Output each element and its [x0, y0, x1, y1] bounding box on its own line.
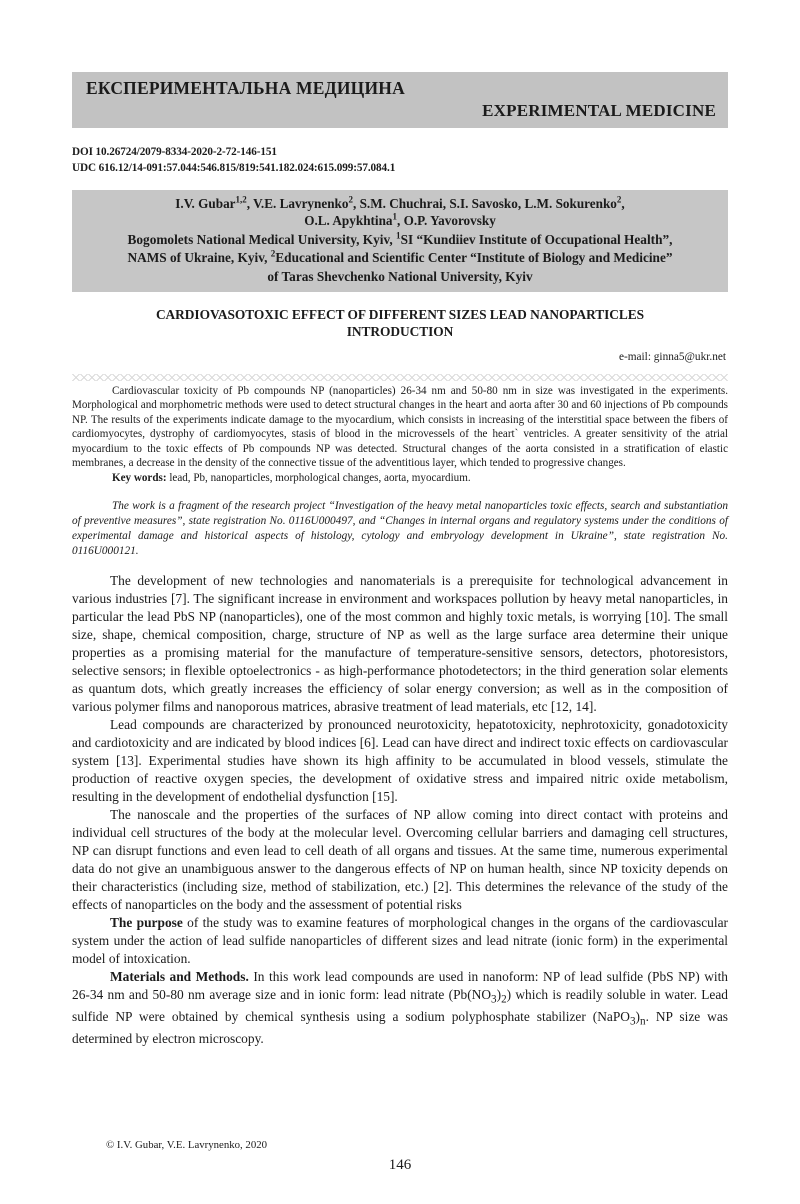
author-names-mid-1: , V.E. Lavrynenko	[246, 195, 349, 211]
article-title-line-2: INTRODUCTION	[346, 324, 454, 340]
zigzag-divider	[72, 374, 728, 381]
affiliation-2-post: Educational and Scientific Center “Institute of Biology and Medicine”	[275, 250, 673, 266]
running-head-english: EXPERIMENTAL MEDICINE	[482, 100, 716, 120]
author-names-pre: I.V. Gubar	[175, 195, 236, 211]
methods-text-3: ) which is readily soluble in water. Lead sulfide NP were obtained by chemical synthesis using a sodium polyphosphate stabilizer (NaPO	[72, 987, 728, 1025]
document-page	[0, 72, 800, 1204]
methods-sub-3: 3	[629, 1015, 636, 1028]
affiliation-line-2	[78, 249, 722, 267]
identifier-block	[72, 145, 728, 177]
methods-text-1: In this work lead compounds are used in nanoform: NP of lead sulfide (PbS NP) with 26-34 nm and 50-80 nm average size and in ionic form: lead nitrate (Pb(NO	[72, 969, 728, 1003]
body-text	[72, 572, 728, 1048]
page-number: 146	[388, 1157, 412, 1173]
abstract-text: Cardiovascular toxicity of Pb compounds NP (nanoparticles) 26-34 nm and 50-80 nm in size was investigated in the experiments. Morphological and morphometric methods were used to detect structural changes in the heart and aorta after 30 and 60 injections of Pb compounds NP. The results of the experiments indicate damage to the myocardium, which consists in increasing of the interstitial space between the fibers of cardiomyocytes, dystrophy of cardiomyocytes, stasis of blood in the microvessels of the heart` ventricles. A greater sensitivity of the atrial myocardium to the toxic effects of Pb compounds NP was detected. Structural changes of the aorta consisted in a stratification of elastic membranes, a decrease in the density of the connective tissue of the adventitious layer, which tended to progressive changes.	[72, 384, 728, 470]
keywords-label: Key words:	[112, 471, 167, 484]
body-paragraph-1: The development of new technologies and nanomaterials is a prerequisite for technological advancement in various industries [7]. The significant increase in environment and workspaces pollution by heavy metal nanoparticles, in particular the lead PbS NP (nanoparticles), one of the most common and highly toxic metals, is worrying [10]. The small size, shape, chemical composition, charge, structure of NP as well as the large surface area determine their unique properties as a promising material for the manufacture of temperature-sensitive sensors, detectors, photoresistors, selective sensors; in flexible optoelectronics - as high-performance photodetectors; in the third generation solar elements as quantum dots, which greatly increases the efficiency of solar energy conversion; as well as in the composition of various polymer films and nanoporous matrices, abrasive treatment of lead materials, etc [12, 14].	[72, 572, 728, 714]
running-head-bar	[72, 72, 728, 128]
author-sup-2: 2	[348, 194, 353, 205]
affiliation-1-pre: Bogomolets National Medical University, Kyiv,	[127, 231, 397, 247]
project-note: The work is a fragment of the research project “Investigation of the heavy metal nanoparticles toxic effects, search and substantiation of preventive measures”, state registration No. 0116U000497, and “Changes in internal organs and regulatory systems under the conditions of experimental damage and historical aspects of histology, cytology and embryology development in Ukraine”, state registration No. 0116U000121.	[72, 500, 728, 557]
article-title	[72, 306, 728, 341]
abstract-section	[72, 384, 728, 485]
methods-sub-2: 2	[501, 994, 507, 1007]
author-names-mid-2: , S.M. Chuchrai, S.I. Savosko, L.M. Sokurenko	[352, 195, 617, 211]
affiliation-line-1	[78, 231, 722, 249]
author-sup-3: 2	[616, 194, 622, 205]
author-sup-4: 1	[392, 211, 397, 222]
purpose-label: The purpose	[110, 915, 183, 931]
copyright-line: © I.V. Gubar, V.E. Lavrynenko, 2020	[106, 1139, 268, 1151]
author-affiliation-block	[72, 190, 728, 292]
author-names-2-pre: O.L. Apykhtina	[304, 213, 393, 229]
body-paragraph-4	[72, 914, 728, 968]
affiliation-line-3: of Taras Shevchenko National University, Kyiv	[267, 268, 533, 284]
affiliation-sup-1: 1	[396, 230, 401, 241]
affiliation-1-post: SI “Kundiiev Institute of Occupational Health”,	[400, 231, 673, 247]
methods-text-4: )	[635, 1009, 641, 1025]
author-names-end: ,	[621, 195, 625, 211]
affiliation-2-pre: NAMS of Ukraine, Kyiv,	[127, 250, 271, 266]
page-footer	[72, 1139, 728, 1174]
doi-line: DOI 10.26724/2079-8334-2020-2-72-146-151	[72, 145, 277, 158]
author-sup-1: 1,2	[235, 194, 247, 205]
body-paragraph-3: The nanoscale and the properties of the surfaces of NP allow coming into direct contact with proteins and individual cell structures of the body at the molecular level. Overcoming cellular barriers and damaging cell structures, NP can disrupt functions and even lead to cell death of all organs and tissues. At the same time, numerous experimental data do not give an unambiguous answer to the dangerous effects of NP on human health, since NP toxicity depends on their characteristics (including size, method of stabilization, etc.) [2]. This determines the relevance of the study of the effects of nanoparticles on the body and the assessment of potential risks	[72, 807, 728, 913]
methods-label: Materials and Methods.	[110, 969, 249, 985]
author-line-2	[78, 212, 722, 230]
keywords-value: lead, Pb, nanoparticles, morphological changes, aorta, myocardium.	[166, 471, 471, 484]
methods-sub-4: n	[640, 1015, 646, 1028]
body-paragraph-5	[72, 968, 728, 1047]
running-head-ukrainian: ЕКСПЕРИМЕНТАЛЬНА МЕДИЦИНА	[86, 78, 405, 98]
methods-sub-1: 3	[491, 994, 497, 1007]
methods-text-5: . NP size was determined by electron microscopy.	[72, 1009, 729, 1046]
udc-line: UDC 616.12/14-091:57.044:546.815/819:541.182.024:615.099:57.084.1	[72, 161, 396, 174]
author-line-1	[78, 195, 722, 213]
article-title-line-1: CARDIOVASOTOXIC EFFECT OF DIFFERENT SIZES LEAD NANOPARTICLES	[155, 306, 645, 322]
keywords-line	[72, 471, 728, 485]
affiliation-sup-2: 2	[270, 248, 276, 259]
methods-text-2: )	[496, 987, 502, 1003]
purpose-text: of the study was to examine features of morphological changes in the organs of the cardiovascular system under the action of lead sulfide nanoparticles of different sizes and lead nitrate (ionic form) in the experimental model of intoxication.	[72, 915, 728, 967]
author-names-2-end: , O.P. Yavorovsky	[397, 213, 496, 229]
contact-email[interactable]: e-mail: ginna5@ukr.net	[618, 350, 726, 363]
body-paragraph-2: Lead compounds are characterized by pronounced neurotoxicity, hepatotoxicity, nephrotoxicity, gonadotoxicity and cardiotoxicity and are indicated by blood indices [6]. Lead can have direct and indirect toxic effects on cardiovascular system [13]. Experimental studies have shown its high affinity to be accumulated in blood vessels, stimulate the production of reactive oxygen species, the development of oxidative stress and impaired nitric oxide metabolism, resulting in the development of endothelial dysfunction [15].	[72, 716, 728, 805]
